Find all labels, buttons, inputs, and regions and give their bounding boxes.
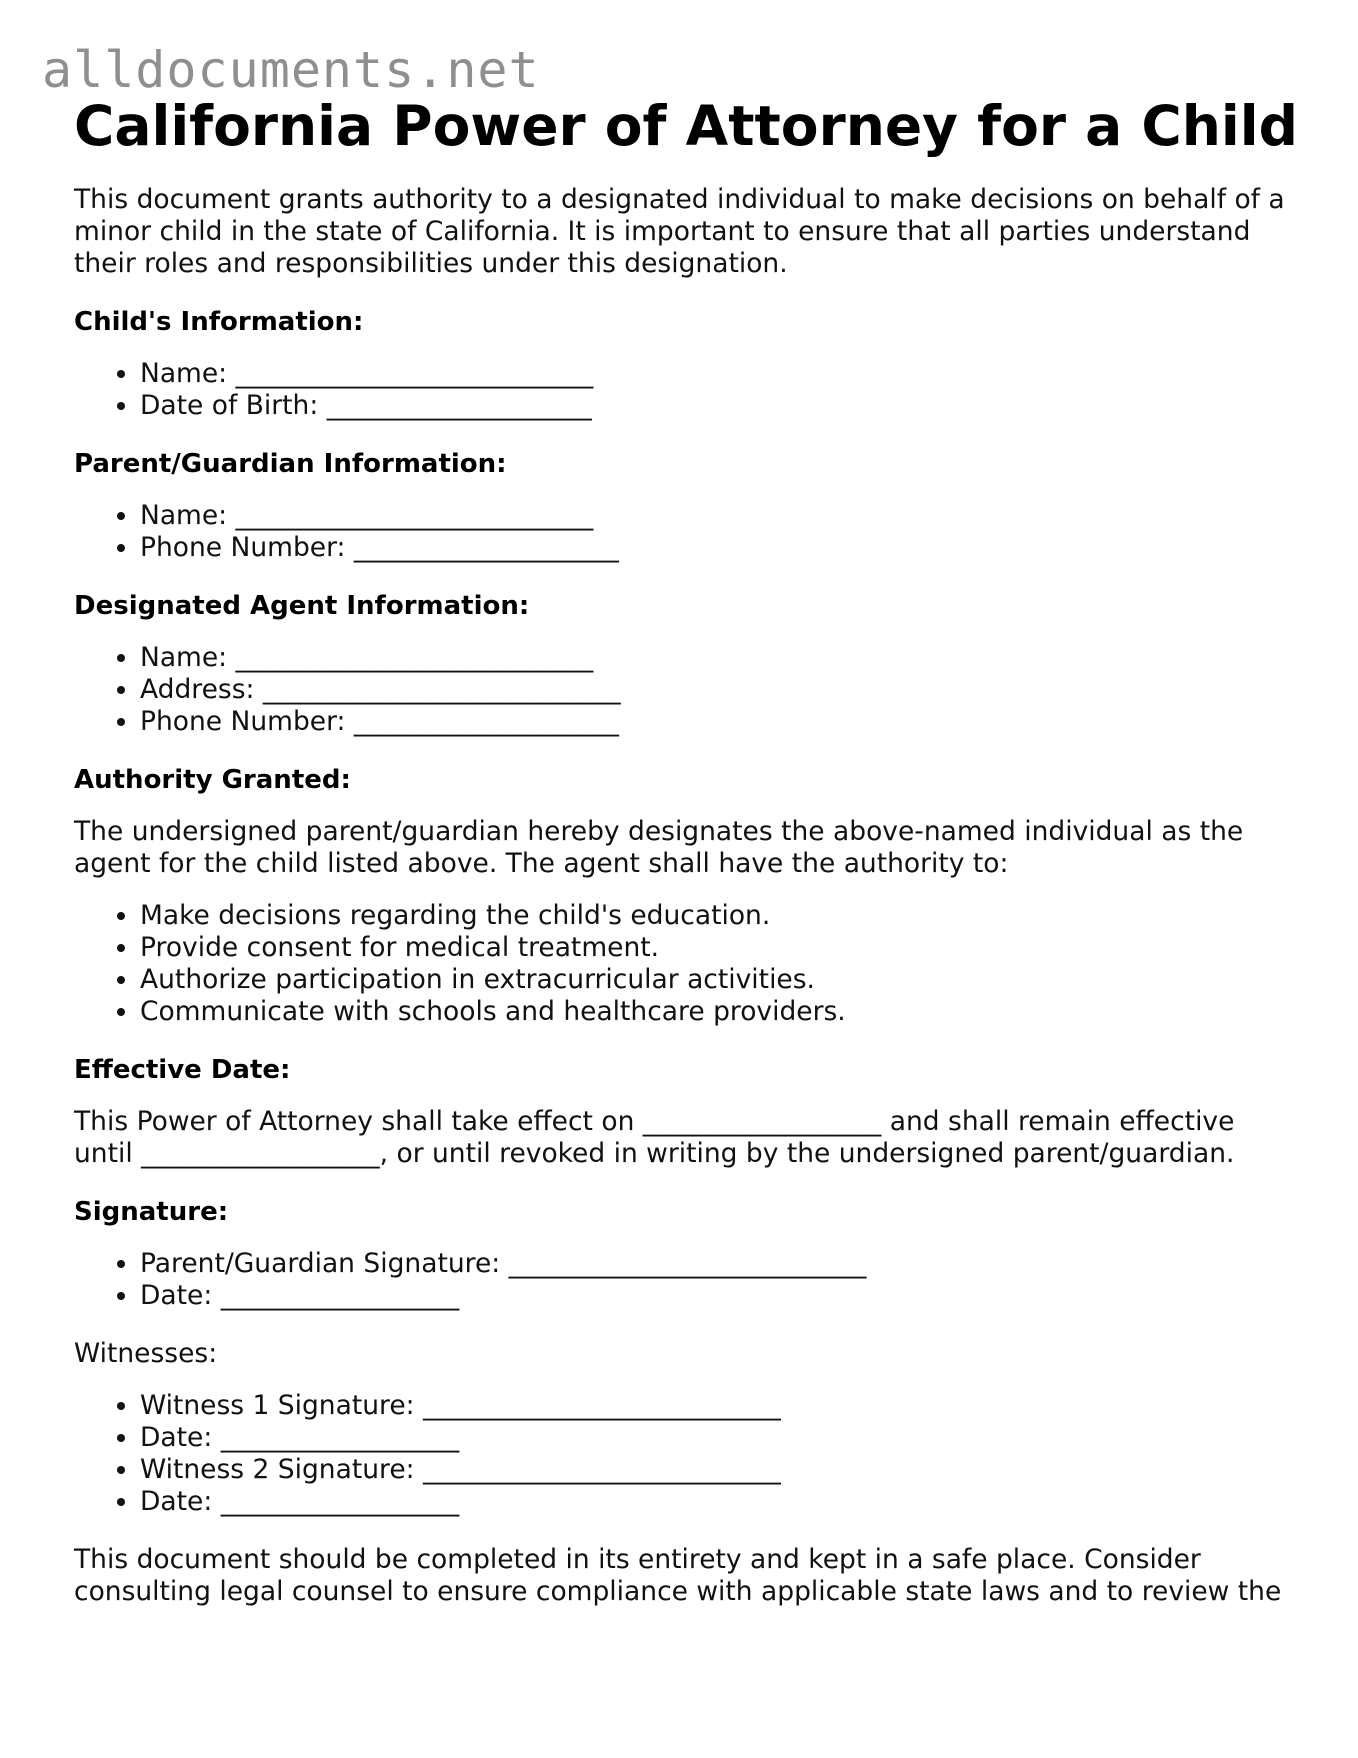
effective-date-line-2: until __________________, or until revoked in writing by the undersigned parent/guardian. (74, 1138, 1235, 1169)
parent-name-field: • Name: ___________________________ (140, 500, 1294, 532)
parent-info-list (74, 500, 1294, 564)
effective-date-line-1: This Power of Attorney shall take effect on __________________ and shall remain effective (74, 1106, 1235, 1137)
signature-list (74, 1248, 1294, 1312)
witness-2-signature-field: • Witness 2 Signature: ___________________________ (140, 1454, 1294, 1486)
intro-paragraph: This document grants authority to a designated individual to make decisions on behalf of a minor child in the state of California. It is important to ensure that all parties understand their roles and responsibilities under this designation. (74, 184, 1285, 279)
agent-address-field: • Address: ___________________________ (140, 674, 1294, 706)
parent-phone-field: • Phone Number: ____________________ (140, 532, 1294, 564)
authority-heading: Authority Granted: (74, 765, 351, 795)
child-dob-field: • Date of Birth: ____________________ (140, 390, 1294, 422)
effective-date-heading: Effective Date: (74, 1055, 291, 1085)
witness-1-date-field: • Date: __________________ (140, 1422, 1294, 1454)
watermark-logo: alldocuments.net (42, 41, 540, 99)
child-info-list (74, 358, 1294, 422)
authority-item: • Authorize participation in extracurricular activities. (140, 964, 1294, 996)
authority-item: • Provide consent for medical treatment. (140, 932, 1294, 964)
authority-paragraph: The undersigned parent/guardian hereby designates the above-named individual as the agent for the child listed above. The agent shall have the authority to: (74, 816, 1244, 879)
witness-1-signature-field: • Witness 1 Signature: ___________________________ (140, 1390, 1294, 1422)
authority-list (74, 900, 1294, 1028)
document-body (74, 92, 1298, 1608)
authority-item: • Communicate with schools and healthcare providers. (140, 996, 1294, 1028)
witness-2-date-field: • Date: __________________ (140, 1486, 1294, 1518)
parent-signature-field: • Parent/Guardian Signature: ___________________________ (140, 1248, 1294, 1280)
child-name-field: • Name: ___________________________ (140, 358, 1294, 390)
child-info-heading: Child's Information: (74, 307, 364, 337)
parent-signature-date-field: • Date: __________________ (140, 1280, 1294, 1312)
parent-info-heading: Parent/Guardian Information: (74, 449, 507, 479)
agent-phone-field: • Phone Number: ____________________ (140, 706, 1294, 738)
agent-name-field: • Name: ___________________________ (140, 642, 1294, 674)
signature-heading: Signature: (74, 1197, 229, 1227)
agent-info-list (74, 642, 1294, 738)
witnesses-label: Witnesses: (74, 1338, 218, 1369)
agent-info-heading: Designated Agent Information: (74, 591, 530, 621)
witness-list (74, 1390, 1294, 1518)
closing-paragraph: This document should be completed in its entirety and kept in a safe place. Consider consulting legal counsel to ensure compliance with applicable state laws and to review the (74, 1544, 1282, 1607)
authority-item: • Make decisions regarding the child's education. (140, 900, 1294, 932)
document-title: California Power of Attorney for a Child (74, 94, 1298, 158)
